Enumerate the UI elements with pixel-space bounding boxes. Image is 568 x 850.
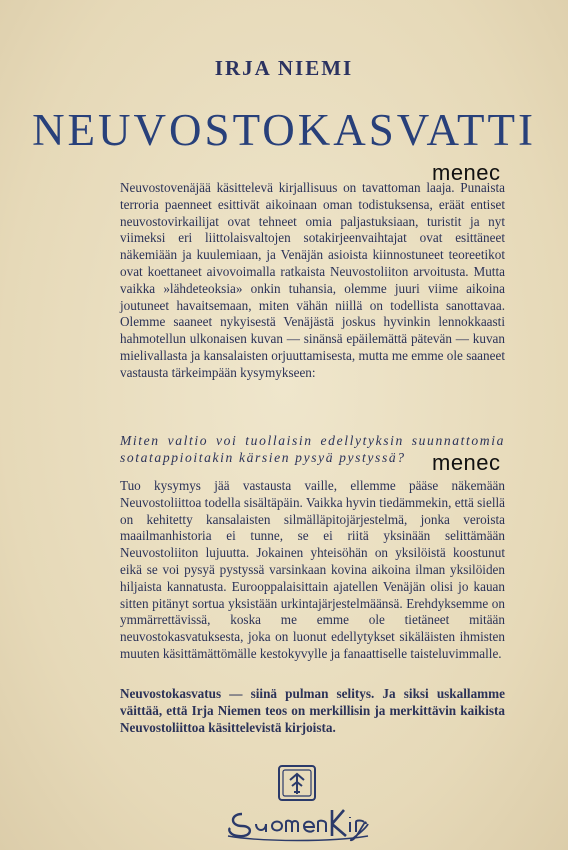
watermark-2: menec — [432, 450, 501, 475]
watermark-1: menec — [432, 160, 501, 185]
blurb-paragraph-2: Tuo kysymys jää vastausta vaille, ellemme pääse näkemään Neuvostoliittoa todella sisältäpäin. Vaikka hyvin tiedämmekin, että siellä on kehitetty kansalaisten silmälläpitojärjestelmä, jonka veroista maailmanhistoria ei tunne, se ei riitä yksinään selittämään Neuvostoliiton lujuutta. Jokainen yhteisöhän on yksilöistä koostunut eikä se voi pysyä pystyssä varsinkaan kovina aikoina ilman yksilöiden hiljaista kannatusta. Eurooppalaisittain ajatellen Venäjän olisi jo kauan sitten pitänyt sortua yksistään urkintajärjestelmäänsä. Erehdyksemme on ymmärrettävissä, koska me emme ole tietäneet mitään neuvostokasvatuksesta, joka on luonut edellytykset sikäläisten ihmisten muuten käsittämättömälle kestokyvylle ja fanaattiselle taisteluvimmalle. — [120, 478, 505, 661]
blurb-paragraph-1: Neuvostovenäjää käsittelevä kirjallisuus on tavattoman laaja. Punaista terroria paenneet esittivät aikoinaan oman todistuksensa, eräät entiset neuvostovirkailijat ovat tehneet omia paljastuksiaan, turistit ja nyt viimeksi eri liittolaisvaltojen sotakirjeenvaihtajat ovat esittäneet näkemiään ja kuulemiaan, ja Venäjän asioista kiinnostuneet teoreetikot ovat koettaneet aivovoimalla ratkaista Neuvostoliiton arvoitusta. Mutta vaikka »lähdeteoksia» onkin tuhansia, olemme juuri viime aikoina joutuneet havaitsemaan, miten vähän niillä on todellista sanottavaa. Olemme saaneet nykyisestä Venäjästä joskus hyvinkin lennokkaasti hahmotellun ulkonaisen kuvan — sinänsä epäilemättä pätevän — kuvan mielivallasta ja kansalaisten orjuuttamisesta, mutta me emme ole saaneet vastausta tärkeimpään kysymykseen: — [120, 180, 505, 380]
blurb-quote: Miten valtio voi tuollaisin edellytyksin suunnattomia sotatappioitakin kärsien pysyä pystyssä? — [120, 433, 505, 465]
blurb-paragraph-3: Neuvostokasvatus — siinä pulman selitys. Ja siksi uskallamme väittää, että Irja Niemen teos on merkillisin ja merkittävin kaikista Neuvostoliittoa käsittelevistä kirjoista. — [120, 686, 505, 735]
author-name: IRJA NIEMI — [214, 56, 354, 80]
book-title: NEUVOSTOKASVATTI — [32, 105, 536, 155]
publisher-logo — [222, 764, 372, 842]
